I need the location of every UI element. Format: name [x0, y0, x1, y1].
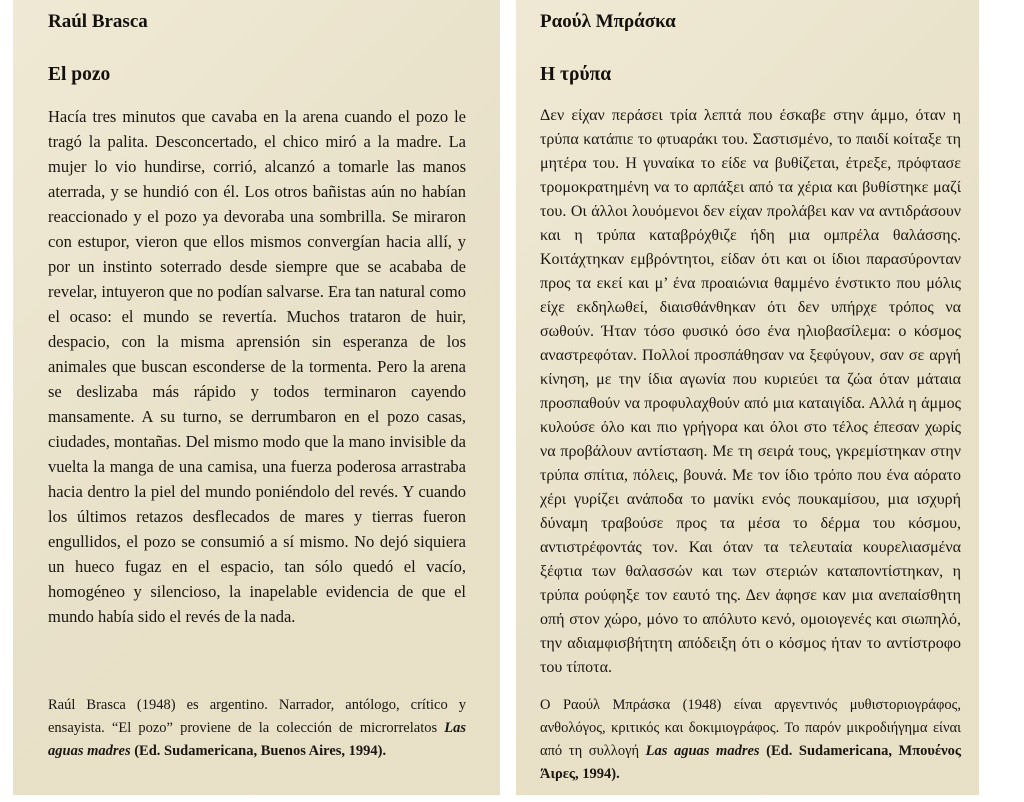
story-body-spanish: Hacía tres minutos que cavaba en la arena cuando el pozo le tragó la palita. Desconcertado, el chico miró a la madre. La mujer lo vio hundirse, corrió, alcanzó a tomarle las manos aterrada, y se hundió con él. Los otros bañistas aún no habían reaccionado y el pozo ya devoraba una sombrilla. Se miraron con estupor, vieron que ellos mismos convergían hacia allí, y por un instinto soterrado desde siempre que se acababa de revelar, intuyeron que no podían salvarse. Era tan natural como el ocaso: el mundo se revertía. Muchos trataron de huir, despacio, con la misma aprensión sin esperanza de los animales que buscan esconderse de la tormenta. Pero la arena se deslizaba más rápido y todos terminaron cayendo mansamente. A su turno, se derrumbaron en el pozo casas, ciudades, montañas. Del mismo modo que la mano invisible da vuelta la manga de una camisa, una fuerza poderosa arrastraba hacia dentro la piel del mundo poniéndolo del revés. Y cuando los últimos retazos desflecados de mares y tierras fueron engullidos, el pozo se consumió a sí mismo. No dejó siquiera un hueco fugaz en el espacio, tan sólo quedó el vacío, homogéneo y silencioso, la inapelable evidencia de que el mundo había sido el revés de la nada.	[48, 107, 466, 626]
book-title-spanish: Las aguas madres	[48, 720, 466, 759]
book-title-greek: Las aguas madres	[645, 743, 760, 759]
author-name-spanish: Raúl Brasca	[48, 11, 148, 32]
right-page-greek	[516, 0, 979, 795]
story-body-greek: Δεν είχαν περάσει τρία λεπτά που έσκαβε στην άμμο, όταν η τρύπα κατάπιε το φτυαράκι του. Σαστισμένο, το παιδί κοίταξε τη μητέρα του. Η γυναίκα το είδε να βυθίζεται, έτρεξε, πρόφτασε τρομοκρατημένη να το αρπάξει από τα χέρια και βυθίστηκε μαζί του. Οι άλλοι λουόμενοι δεν είχαν προλάβει καν να αντιδράσουν και η τρύπα καταβρόχθιζε ήδη μια ομπρέλα θαλάσσης. Κοιτάχτηκαν εμβρόντητοι, είδαν ότι και οι ίδιοι παρασύρονταν προς τα εκεί και μ’ ένα προαιώνια θαμμένο ένστικτο που μόλις είχε εκδηλωθεί, διαισθάνθηκαν ότι δεν υπήρχε τρόπος να σωθούν. Ήταν τόσο φυσικό όσο ένα ηλιοβασίλεμα: ο κόσμος αναστρεφόταν. Πολλοί προσπάθησαν να ξεφύγουν, σαν σε αργή κίνηση, με την ίδια αγωνία που κυριεύει τα ζώα όταν μάταια προσπαθούν να προφυλαχθούν από μια καταιγίδα. Αλλά η άμμος κυλούσε όλο και πιο γρήγορα και όλοι στο τέλος έπεσαν χωρίς να προβάλουν αντίσταση. Με τη σειρά τους, γκρεμίστηκαν στην τρύπα σπίτια, πόλεις, βουνά. Με τον ίδιο τρόπο που ένα αόρατο χέρι γυρίζει ανάποδα το μανίκι ενός πουκαμίσου, μια ισχυρή δύναμη τραβούσε προς τα μέσα το δέρμα του κόσμου, αντιστρέφοντάς τον. Και όταν τα τελευταία κουρελιασμένα ξέφτια των θαλασσών και των στεριών καταποντίστηκαν, η τρύπα ρούφηξε τον εαυτό της. Δεν άφησε καν μια ανεπαίσθητη οπή στον χώρο, μόνο το απόλυτο κενό, ομοιογενές και σιωπηλό, την αδιαμφισβήτητη απόδειξη ότι ο κόσμος ήταν το αντίστροφο του τίποτα.	[540, 107, 961, 676]
left-page-spanish	[13, 0, 500, 795]
story-title-spanish: El pozo	[48, 64, 111, 85]
publisher-info-greek: (Ed. Sudamericana, Μπουένος Άιρες, 1994).	[540, 743, 961, 782]
bio-note-greek-text: Ο Ραούλ Μπράσκα (1948) είναι αργεντινός μυθιστοριογράφος, ανθολόγος, κριτικός και δοκιμιογράφος. Το παρόν μικροδιήγημα είναι από τη συλλογή	[540, 697, 961, 759]
publisher-info-spanish: (Ed. Sudamericana, Buenos Aires, 1994).	[130, 743, 387, 759]
bio-note-greek	[540, 694, 961, 786]
bio-note-spanish	[48, 694, 466, 763]
author-name-greek: Ραούλ Μπράσκα	[540, 11, 676, 32]
bio-note-spanish-text: Raúl Brasca (1948) es argentino. Narrador, antólogo, crítico y ensayista. “El pozo” proviene de la colección de microrrelatos	[48, 697, 466, 736]
story-title-greek: Η τρύπα	[540, 64, 612, 85]
